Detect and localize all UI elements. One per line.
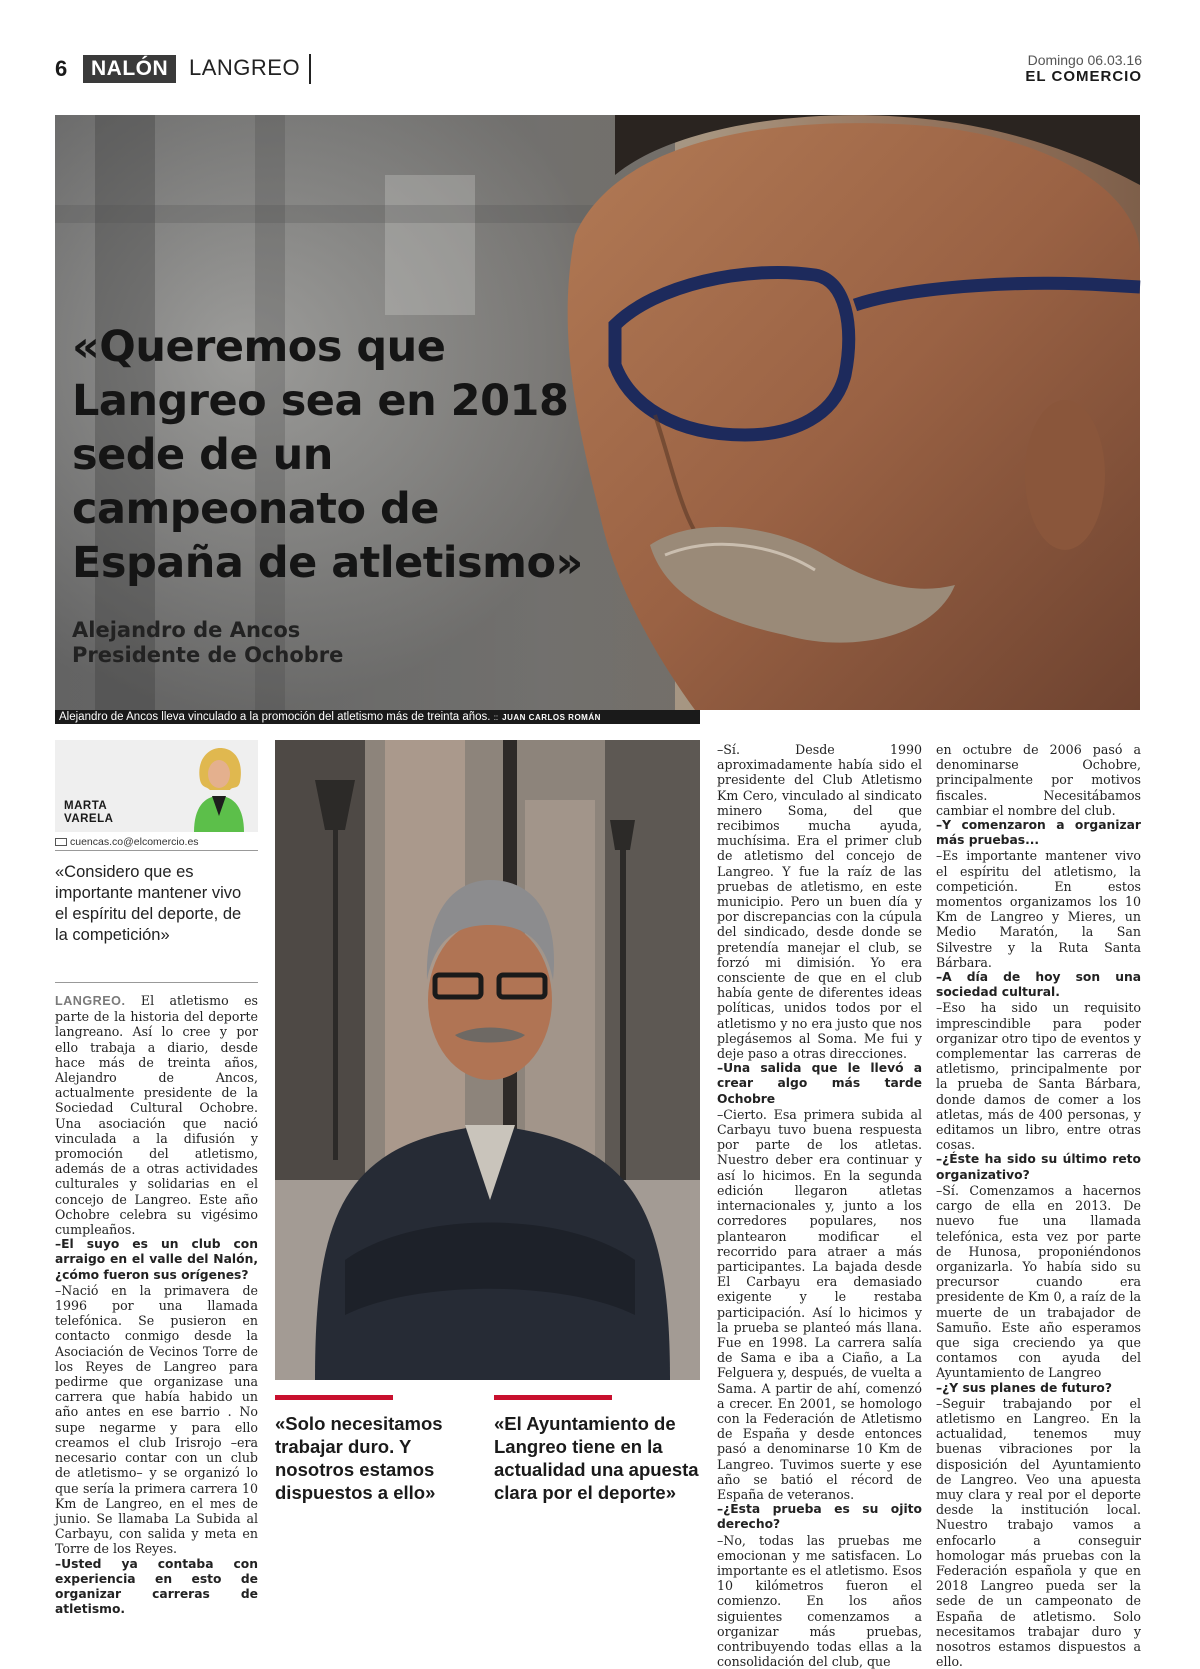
interview-question: –¿Y sus planes de futuro? — [936, 1380, 1112, 1395]
newspaper-name: EL COMERCIO — [1025, 68, 1142, 85]
paragraph — [55, 993, 258, 1237]
interview-question: –Y comenzaron a organizar más pruebas... — [936, 818, 1141, 848]
page-number: 6 — [55, 56, 68, 81]
article-column-3 — [717, 742, 922, 1669]
pull-quote-rule — [494, 1395, 612, 1400]
divider — [55, 850, 258, 851]
caption-separator: :: — [493, 713, 499, 722]
article-column-1 — [55, 993, 258, 1617]
author-email[interactable] — [55, 836, 199, 848]
header-divider — [309, 54, 311, 84]
paragraph: –Nació en la primavera de 1996 por una llamada telefónica. Se pusieron en contacto conmigo desde la Asociación de Vecinos Torre de los Reyes de Langreo para pedirme que organizase una carrera que había habido un año antes en ese barrio . No supe negarme y para ello creamos el club Irisrojo –era necesario contar con un club de atletismo– y se organizó lo que sería la primera carrera 10 Km de Langreo, en el mes de junio. Se llamaba La Subida al Carbayu, con salida y meta en Torre de los Reyes. — [55, 1282, 258, 1557]
interview-question: –Usted ya contaba con experiencia en esto de organizar carreras de atletismo. — [55, 1556, 258, 1617]
article-column-4 — [936, 742, 1141, 1669]
envelope-icon — [55, 838, 67, 846]
paragraph: –No, todas las pruebas me emocionan y me satisfacen. Lo importante es el atletismo. Esos 10 kilómetros fueron el comienzo. En los años siguientes comenzamos a organizar más pruebas, contribuyendo todas ellas a la consolidación del club, que — [717, 1532, 922, 1669]
paragraph: –Sí. Comenzamos a hacernos cargo de ella en 2013. De nuevo fue una llamada telefónica, esta vez por parte de Hunosa, proponiéndonos organizarla. Yo había sido su precursor cuando era presidente de Km 0, a raíz de la muerte de un trabajador de Samuño. Este año esperamos que siga creciendo ya que contamos con ayuda del Ayuntamiento de Langreo — [936, 1182, 1141, 1381]
author-photo — [188, 746, 250, 832]
side-pull-quote: «Considero que es importante mantener vivo el espíritu del deporte, de la competición» — [55, 863, 242, 944]
divider — [55, 982, 258, 983]
pull-quote-2: «El Ayuntamiento de Langreo tiene en la actualidad una apuesta clara por el deporte» — [494, 1413, 699, 1503]
photo-caption — [55, 710, 700, 724]
paragraph-text: El atletismo es parte de la historia del deporte langreano. Así lo cree y por ello trabaja a diario, desde hace más de treinta años, Alejandro de Ancos, actualmente presidente de la Sociedad Cultural Ochobre. Una asociación que nació vinculada a la difusión y promoción del atletismo, además de a otras actividades culturales y solidarias en el concejo de Langreo. Este año Ochobre celebra su vigésimo cumpleaños. — [55, 993, 258, 1238]
paragraph: –Eso ha sido un requisito imprescindible para poder organizar otro tipo de eventos y complementar las carreras de atletismo, principalmente por la prueba de Santa Bárbara, donde damos de comer a los atletas, más de 400 personas, y editamos un libro, entre otras cosas. — [936, 1000, 1141, 1153]
photo-credit: JUAN CARLOS ROMÁN — [502, 713, 601, 722]
interview-question: –El suyo es un club con arraigo en el valle del Nalón, ¿cómo fueron sus orígenes? — [55, 1237, 258, 1282]
interview-question: –¿Éste ha sido su último reto organizativo? — [936, 1152, 1141, 1182]
interview-question: –Una salida que le llevó a crear algo más tarde Ochobre — [717, 1061, 922, 1106]
interview-question: –¿Esta prueba es su ojito derecho? — [717, 1502, 922, 1532]
paragraph: –Sí. Desde 1990 aproximadamente había sido el presidente del Club Atletismo Km Cero, vinculado al sindicato minero Soma, del que recibimos mucha ayuda, muchísima. Era el primer club de atletismo del concejo de Langreo. Y fue la raíz de las pruebas de atletismo, en este municipio. Pero un buen día y por discrepancias con la cúpula del sindicado, desde donde se pretendía manejar el club, se forzó mi dimisión. Yo era consciente de que en el club había gente de diferentes ideas políticas, unidos todos por el atletismo y no era justo que nos plegásemos al Soma. Me fui y deje paso a otras direcciones. — [717, 742, 922, 1062]
interview-question: –A día de hoy son una sociedad cultural. — [936, 970, 1141, 1000]
dateline: LANGREO. — [55, 994, 126, 1008]
interviewee-role: Presidente de Ochobre — [72, 643, 344, 667]
author-email-text: cuencas.co@elcomercio.es — [70, 836, 199, 848]
author-box — [55, 740, 258, 832]
pull-quote-rule — [275, 1395, 393, 1400]
caption-text: Alejandro de Ancos lleva vinculado a la promoción del atletismo más de treinta años. — [59, 711, 491, 723]
issue-date: Domingo 06.03.16 — [1027, 52, 1142, 68]
author-last-name: VARELA — [64, 813, 114, 825]
section-label: NALÓN — [83, 55, 176, 83]
interviewee-block — [72, 618, 343, 668]
portrait-illustration — [275, 740, 700, 1380]
portrait-photo — [275, 740, 700, 1380]
headline: «Queremos que Langreo sea en 2018 sede de un campeonato de España de atletismo» — [72, 322, 583, 588]
paragraph: en octubre de 2006 pasó a denominarse Ochobre, principalmente por motivos fiscales. Necesitábamos cambiar el nombre del club. — [936, 742, 1141, 818]
paragraph: –Cierto. Esa primera subida al Carbayu tuvo buena respuesta por parte de los atletas. Nuestro deber era continuar y así lo hicimos. En la segunda edición llegaron atletas internacionales y, junto a los corredores populares, nos plantearon modificar el recorrido para atraer a más participantes. La bajada desde El Carbayu era demasiado exigente y le restaba participación. Así lo hicimos y la prueba se planteó más llana. Fue en 1998. La carrera salía de Sama e iba a Ciaño, a La Felguera y, después, de vuelta a Sama. A partir de ahí, comenzó a crecer. En 2001, se homologo con la Federación de Atletismo de España y desde entonces pasó a denominarse 10 Km de Langreo. Tuvimos suerte y ese año se batió el récord de España de veteranos. — [717, 1106, 922, 1502]
paragraph: –Seguir trabajando por el atletismo en Langreo. En la actualidad, tenemos muy buenas vibraciones por la disposición del Ayuntamiento de Langreo. Veo una apuesta muy clara y real por el deporte desde la institución local. Nuestro trabajo vamos a enfocarlo a conseguir homologar más pruebas con la Federación española y que en 2018 Langreo pueda ser la sede de un campeonato de España de atletismo. Solo necesitamos trabajar duro y nosotros estamos dispuestos a ello. — [936, 1395, 1141, 1669]
author-first-name: MARTA — [64, 800, 108, 812]
pull-quote-1: «Solo necesitamos trabajar duro. Y nosotros estamos dispuestos a ello» — [275, 1413, 443, 1503]
page-header — [55, 52, 1142, 88]
hero-photo — [55, 115, 1140, 710]
interviewee-name: Alejandro de Ancos — [72, 618, 301, 642]
author-name — [64, 800, 113, 826]
subsection-label: LANGREO — [189, 55, 301, 80]
paragraph: –Es importante mantener vivo el espíritu del atletismo, la competición. En estos momentos organizamos los 10 Km de Langreo y Mieres, un Medio Maratón, la San Silvestre y la Ruta Santa Bárbara. — [936, 848, 1141, 970]
